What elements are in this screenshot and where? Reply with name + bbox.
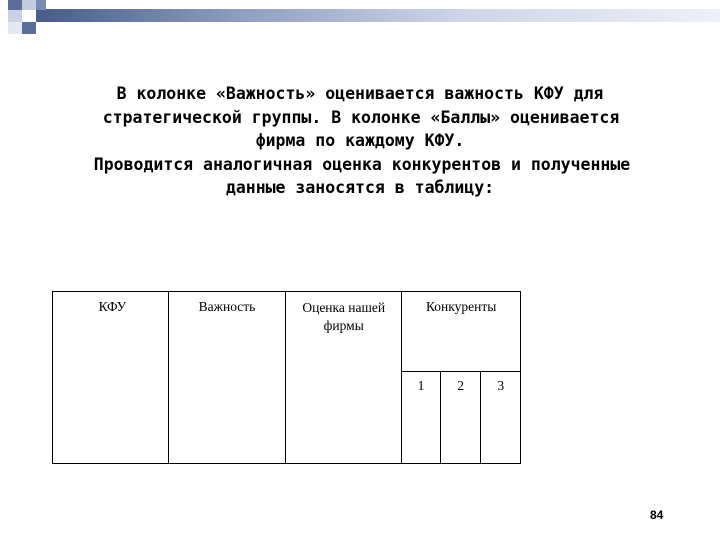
heading-line: Проводится аналогичная оценка конкурентов и полученные [93,154,631,174]
deco-square [36,10,46,22]
heading-line: данные заносятся в таблицу: [225,178,495,197]
own-score-header-line: фирмы [323,318,364,333]
own-score-column [286,292,402,464]
kfu-table [52,291,521,464]
importance-header: Важность [198,299,256,314]
decorative-header [0,0,720,40]
deco-square [22,10,36,22]
competitor-number: 2 [457,378,464,393]
kfu-column [53,292,169,464]
own-score-header-line: Оценка нашей [302,300,386,315]
own-score-header [286,292,401,335]
deco-square [22,0,36,10]
competitor-cell [402,372,441,464]
heading-line: В колонке «Важность» оценивается важность КФУ для [116,84,604,103]
deco-square [22,22,36,34]
deco-square [8,22,22,34]
competitor-number: 1 [417,378,425,393]
slide-heading [2,82,720,200]
competitor-cell [481,372,521,464]
competitor-cell [440,372,481,464]
deco-square [8,10,22,22]
kfu-header: КФУ [98,299,127,314]
table-header-row [53,292,521,372]
heading-line: стратегической группы. В колонке «Баллы» оценивается [102,107,620,127]
deco-gradient-bar [46,9,720,22]
competitors-header: Конкуренты [425,299,497,314]
heading-line: фирма по каждому КФУ. [255,131,465,150]
deco-square [36,0,46,10]
page-number: 84 [650,508,664,522]
deco-square [8,0,22,10]
competitor-number: 3 [497,378,505,393]
importance-column [168,292,285,464]
competitors-column [402,292,521,372]
